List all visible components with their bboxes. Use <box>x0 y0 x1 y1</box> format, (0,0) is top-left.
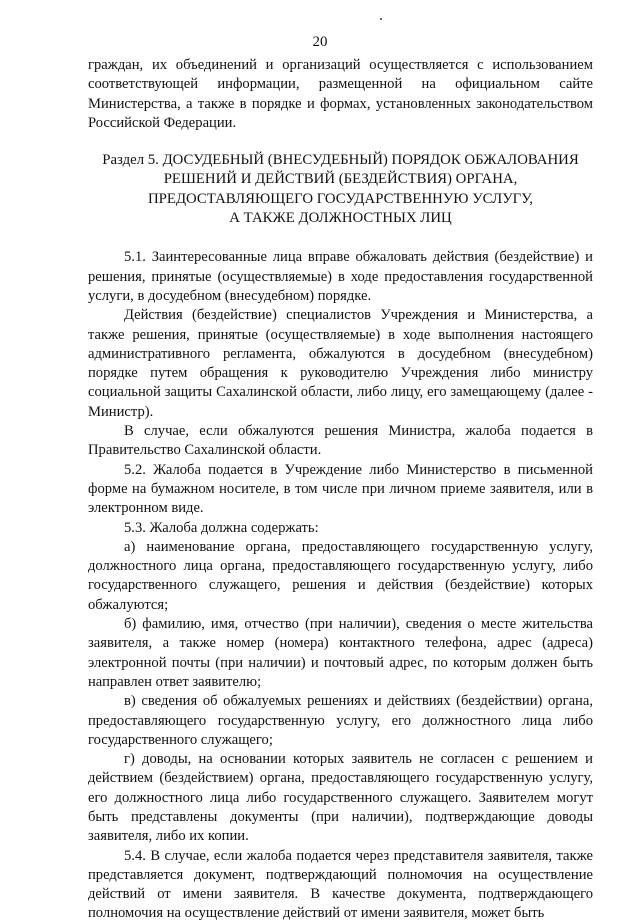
list-item-a: а) наименование органа, предоставляющего государственную услугу, должностного лица органа, предоставляющего государственную услугу, либо государственного служащего, решения и действия (бездействие) которых обжалуются; <box>88 538 593 613</box>
list-item-g: г) доводы, на основании которых заявитель не согласен с решением и действием (бездействием) органа, предоставляющего государственную услугу, его должностного лица либо государственного служащего. Заявителем могут быть представлены документы (при наличии), подтверждающие доводы заявителя, либо их копии. <box>88 751 593 845</box>
paragraph-5-1: 5.1. Заинтересованные лица вправе обжаловать действия (бездействие) и решения, принятые (осуществляемые) в ходе предоставления государственной услуги, в досудебном (внесудебном) порядке. <box>88 249 593 304</box>
paragraph-minister-appeal: В случае, если обжалуются решения Министра, жалоба подается в Правительство Сахалинской области. <box>88 423 593 459</box>
section-heading <box>88 151 593 228</box>
paragraph-appeal-procedure: Действия (бездействие) специалистов Учреждения и Министерства, а также решения, принятые (осуществляемые) в ходе выполнения настоящего административного регламента, обжалуются в досудебном (внесудебном) порядке путем обращения к руководителю Учреждения либо министру социальной защиты Сахалинской области, либо лицу, его замещающему (далее - Министр). <box>88 307 593 420</box>
section-heading-line: Раздел 5. ДОСУДЕБНЫЙ (ВНЕСУДЕБНЫЙ) ПОРЯДОК ОБЖАЛОВАНИЯ <box>102 152 579 169</box>
list-item-b: б) фамилию, имя, отчество (при наличии), сведения о месте жительства заявителя, а также номер (номера) контактного телефона, адрес (адреса) электронной почты (при наличии) и почтовый адрес, по которым должен быть направлен ответ заявителю; <box>88 616 593 690</box>
paragraph-5-4: 5.4. В случае, если жалоба подается через представителя заявителя, также представляется документ, подтверждающий полномочия на осуществление действий от имени заявителя. В качестве документа, подтверждающего полномочия на осуществление действий от имени заявителя, может быть <box>88 847 593 922</box>
section-heading-line: А ТАКЖЕ ДОЛЖНОСТНЫХ ЛИЦ <box>229 210 452 227</box>
list-item-v: в) сведения об обжалуемых решениях и действиях (бездействии) органа, предоставляющего государственную услугу, его должностного лица либо государственного служащего; <box>88 693 593 748</box>
page-number: 20 <box>312 34 328 50</box>
paragraph-5-2: 5.2. Жалоба подается в Учреждение либо Министерство в письменной форме на бумажном носителе, в том числе при личном приеме заявителя, или в электронном виде. <box>88 461 593 517</box>
continuation-paragraph: граждан, их объединений и организаций осуществляется с использованием соответствующей информации, размещенной на официальном сайте Министерства, а также в порядке и формах, установленных законодательством Российской Федерации. <box>88 57 593 131</box>
scan-speck <box>380 18 382 20</box>
section-heading-line: ПРЕДОСТАВЛЯЮЩЕГО ГОСУДАРСТВЕННУЮ УСЛУГУ, <box>148 190 533 207</box>
paragraph-5-3: 5.3. Жалоба должна содержать: <box>124 519 319 536</box>
document-body <box>88 56 593 924</box>
section-heading-line: РЕШЕНИЙ И ДЕЙСТВИЙ (БЕЗДЕЙСТВИЯ) ОРГАНА, <box>163 171 518 188</box>
